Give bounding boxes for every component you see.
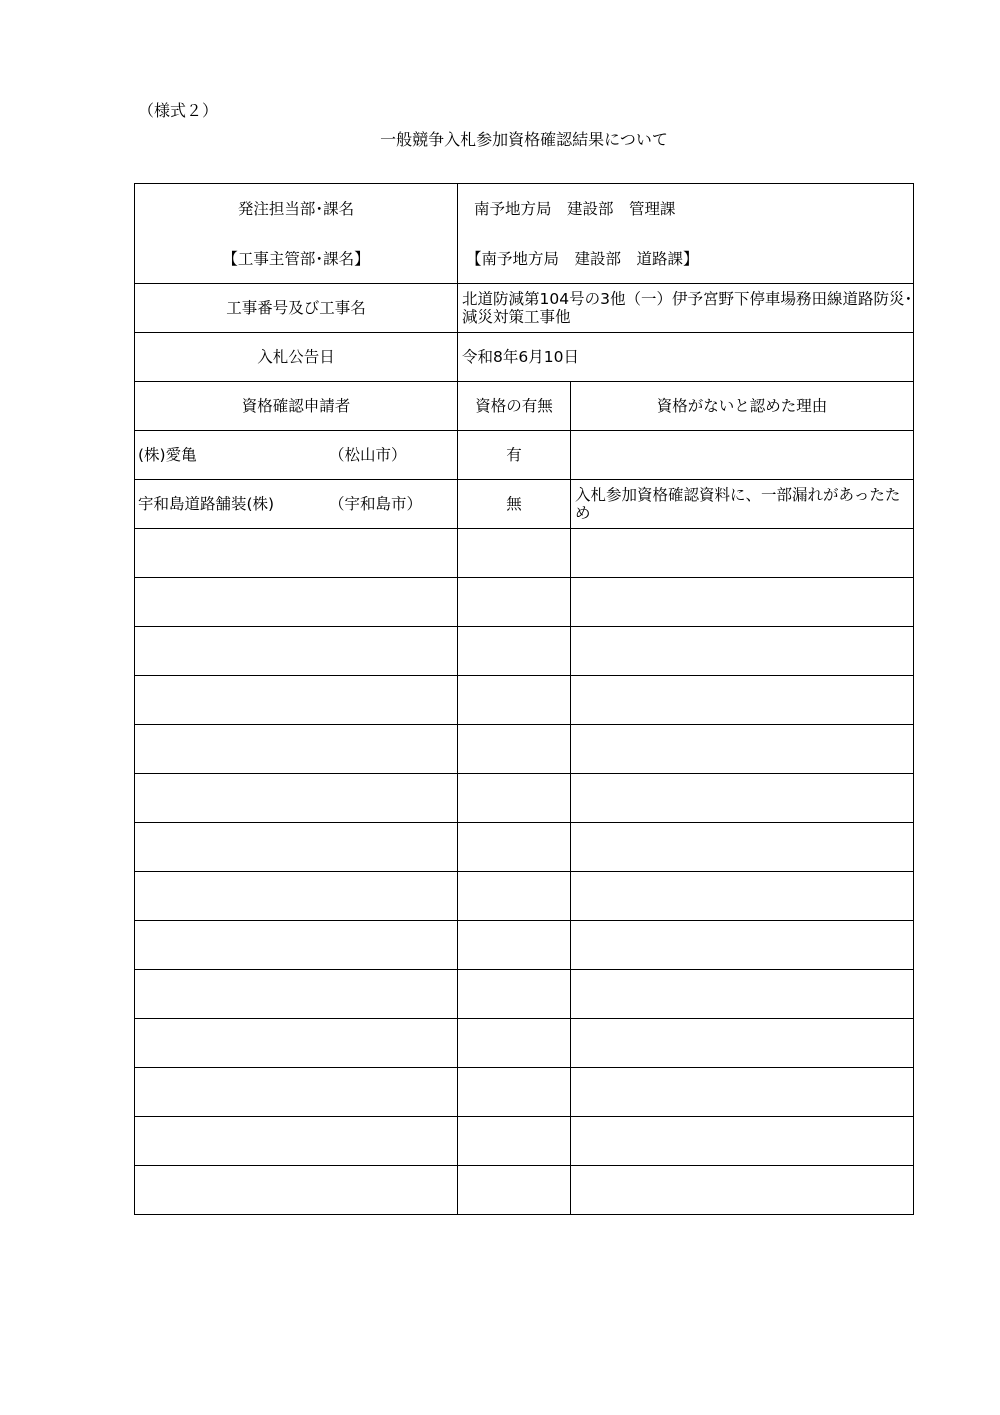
reason-cell	[571, 823, 914, 872]
work-value: 北道防減第104号の3他（一）伊予宮野下停車場務田線道路防災･減災対策工事他	[458, 284, 914, 333]
qualified-cell	[458, 1068, 571, 1117]
notice-date-row	[135, 333, 914, 382]
qualified-cell	[458, 529, 571, 578]
qualified-cell	[458, 872, 571, 921]
qualified-cell	[458, 774, 571, 823]
empty-row	[135, 921, 914, 970]
qualified-cell	[458, 823, 571, 872]
dept-row	[135, 184, 914, 284]
notice-date-label: 入札公告日	[135, 333, 458, 382]
qualified-cell	[458, 921, 571, 970]
notice-date-value: 令和8年6月10日	[458, 333, 914, 382]
construction-dept-label: 【工事主管部･課名】	[222, 250, 370, 268]
empty-row	[135, 774, 914, 823]
applicant-name: (株)愛亀	[138, 446, 197, 464]
qualified-cell	[458, 970, 571, 1019]
applicant-cell	[135, 578, 458, 627]
result-table	[134, 183, 914, 1215]
empty-row	[135, 1117, 914, 1166]
applicant-cell	[135, 1019, 458, 1068]
applicant-cell	[135, 1166, 458, 1215]
reason-cell	[571, 872, 914, 921]
empty-row	[135, 529, 914, 578]
empty-row	[135, 1019, 914, 1068]
qualified-cell: 有	[458, 431, 571, 480]
dept-label: 発注担当部･課名	[237, 200, 355, 218]
applicant-cell	[135, 725, 458, 774]
applicant-cell	[135, 529, 458, 578]
empty-row	[135, 872, 914, 921]
work-row	[135, 284, 914, 333]
qualified-cell: 無	[458, 480, 571, 529]
reason-cell	[571, 921, 914, 970]
column-header-reason: 資格がないと認めた理由	[571, 382, 914, 431]
reason-cell	[571, 1068, 914, 1117]
reason-cell	[571, 1019, 914, 1068]
document-title: 一般競争入札参加資格確認結果について	[380, 130, 668, 149]
qualified-cell	[458, 676, 571, 725]
applicant-cell	[135, 1068, 458, 1117]
empty-row	[135, 676, 914, 725]
qualified-cell	[458, 1117, 571, 1166]
applicant-city: （松山市）	[329, 446, 407, 464]
reason-cell	[571, 431, 914, 480]
empty-row	[135, 725, 914, 774]
column-header-row	[135, 382, 914, 431]
empty-row	[135, 970, 914, 1019]
applicant-cell	[135, 431, 458, 480]
qualified-cell	[458, 578, 571, 627]
reason-cell	[571, 970, 914, 1019]
applicant-cell	[135, 872, 458, 921]
reason-cell	[571, 774, 914, 823]
reason-cell	[571, 676, 914, 725]
applicant-cell	[135, 676, 458, 725]
reason-cell	[571, 1166, 914, 1215]
applicant-cell	[135, 823, 458, 872]
applicant-city: （宇和島市）	[329, 495, 423, 513]
qualified-cell	[458, 725, 571, 774]
table-row	[135, 480, 914, 529]
column-header-qualified: 資格の有無	[458, 382, 571, 431]
empty-row	[135, 627, 914, 676]
applicant-cell	[135, 970, 458, 1019]
empty-row	[135, 823, 914, 872]
reason-cell	[571, 578, 914, 627]
construction-dept-value: 【南予地方局 建設部 道路課】	[466, 250, 699, 268]
dept-value: 南予地方局 建設部 管理課	[474, 200, 676, 218]
dept-label-cell	[135, 184, 458, 284]
applicant-cell	[135, 921, 458, 970]
reason-cell	[571, 627, 914, 676]
qualified-cell	[458, 1019, 571, 1068]
column-header-applicant: 資格確認申請者	[135, 382, 458, 431]
empty-row	[135, 578, 914, 627]
applicant-name: 宇和島道路舗装(株)	[138, 495, 275, 513]
reason-cell	[571, 725, 914, 774]
work-label: 工事番号及び工事名	[135, 284, 458, 333]
reason-cell	[571, 529, 914, 578]
form-number: （様式２）	[138, 101, 219, 120]
empty-row	[135, 1068, 914, 1117]
qualified-cell	[458, 1166, 571, 1215]
dept-value-cell	[458, 184, 914, 284]
table-row	[135, 431, 914, 480]
reason-cell	[571, 1117, 914, 1166]
applicant-cell	[135, 627, 458, 676]
qualified-cell	[458, 627, 571, 676]
empty-row	[135, 1166, 914, 1215]
applicant-cell	[135, 480, 458, 529]
reason-cell: 入札参加資格確認資料に、一部漏れがあったため	[571, 480, 914, 529]
applicant-cell	[135, 774, 458, 823]
applicant-cell	[135, 1117, 458, 1166]
